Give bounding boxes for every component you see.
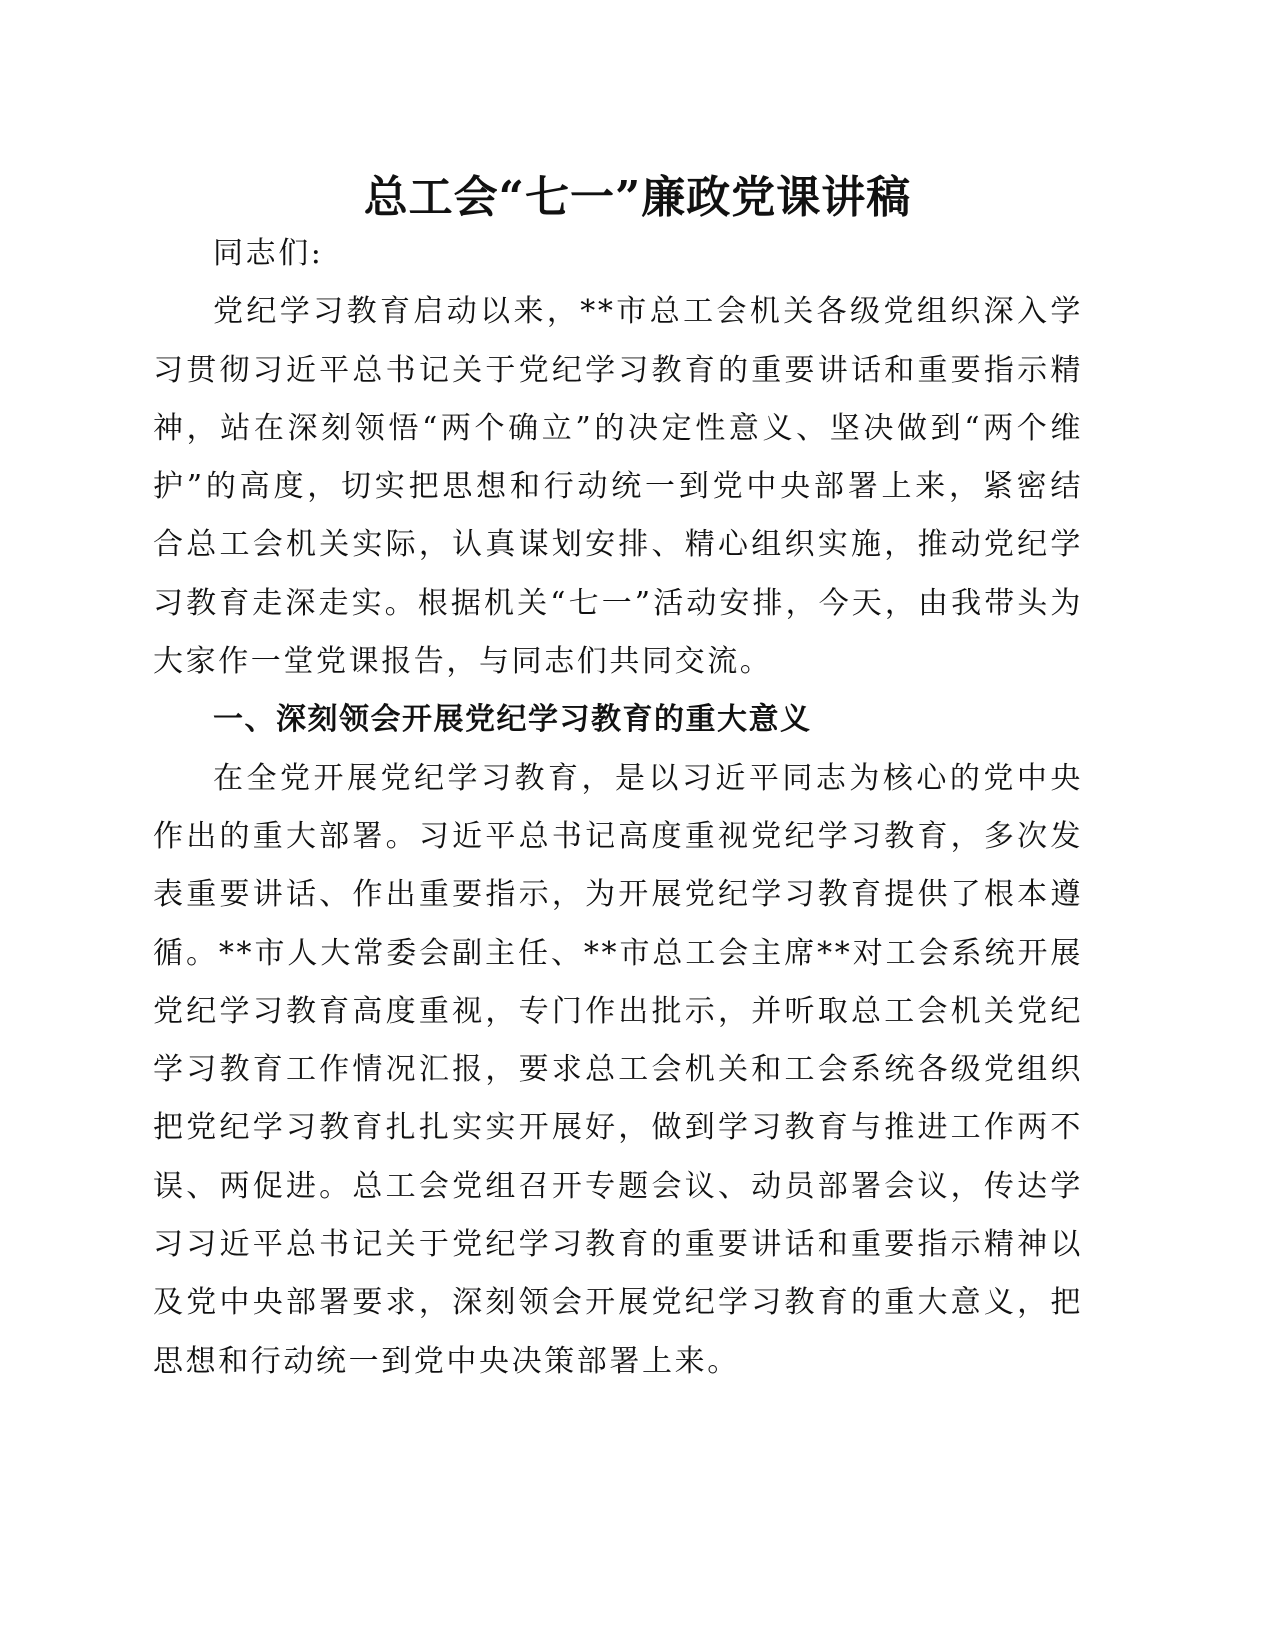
salutation: 同志们: (213, 236, 324, 271)
section-heading-1: 一、深刻领会开展党纪学习教育的重大意义 (213, 702, 812, 738)
document-body (153, 225, 1083, 1391)
paragraph-section-1: 在全党开展党纪学习教育，是以习近平同志为核心的党中央作出的重大部署。习近平总书记高度重视党纪学习教育，多次发表重要讲话、作出重要指示，为开展党纪学习教育提供了根本遵循。**市人大常委会副主任、**市总工会主席**对工会系统开展党纪学习教育高度重视，专门作出批示，并听取总工会机关党纪学习教育工作情况汇报，要求总工会机关和工会系统各级党组织把党纪学习教育扎扎实实开展好，做到学习教育与推进工作两不误、两促进。总工会党组召开专题会议、动员部署会议，传达学习习近平总书记关于党纪学习教育的重要讲话和重要指示精神以及党中央部署要求，深刻领会开展党纪学习教育的重大意义，把思想和行动统一到党中央决策部署上来。 (153, 760, 1083, 1379)
paragraph-intro: 党纪学习教育启动以来，**市总工会机关各级党组织深入学习贯彻习近平总书记关于党纪学习教育的重要讲话和重要指示精神，站在深刻领悟“两个确立”的决定性意义、坚决做到“两个维护”的高度，切实把思想和行动统一到党中央部署上来，紧密结合总工会机关实际，认真谋划安排、精心组织实施，推动党纪学习教育走深走实。根据机关“七一”活动安排，今天，由我带头为大家作一堂党课报告，与同志们共同交流。 (153, 294, 1083, 680)
document-title: 总工会“七一”廉政党课讲稿 (363, 172, 912, 223)
